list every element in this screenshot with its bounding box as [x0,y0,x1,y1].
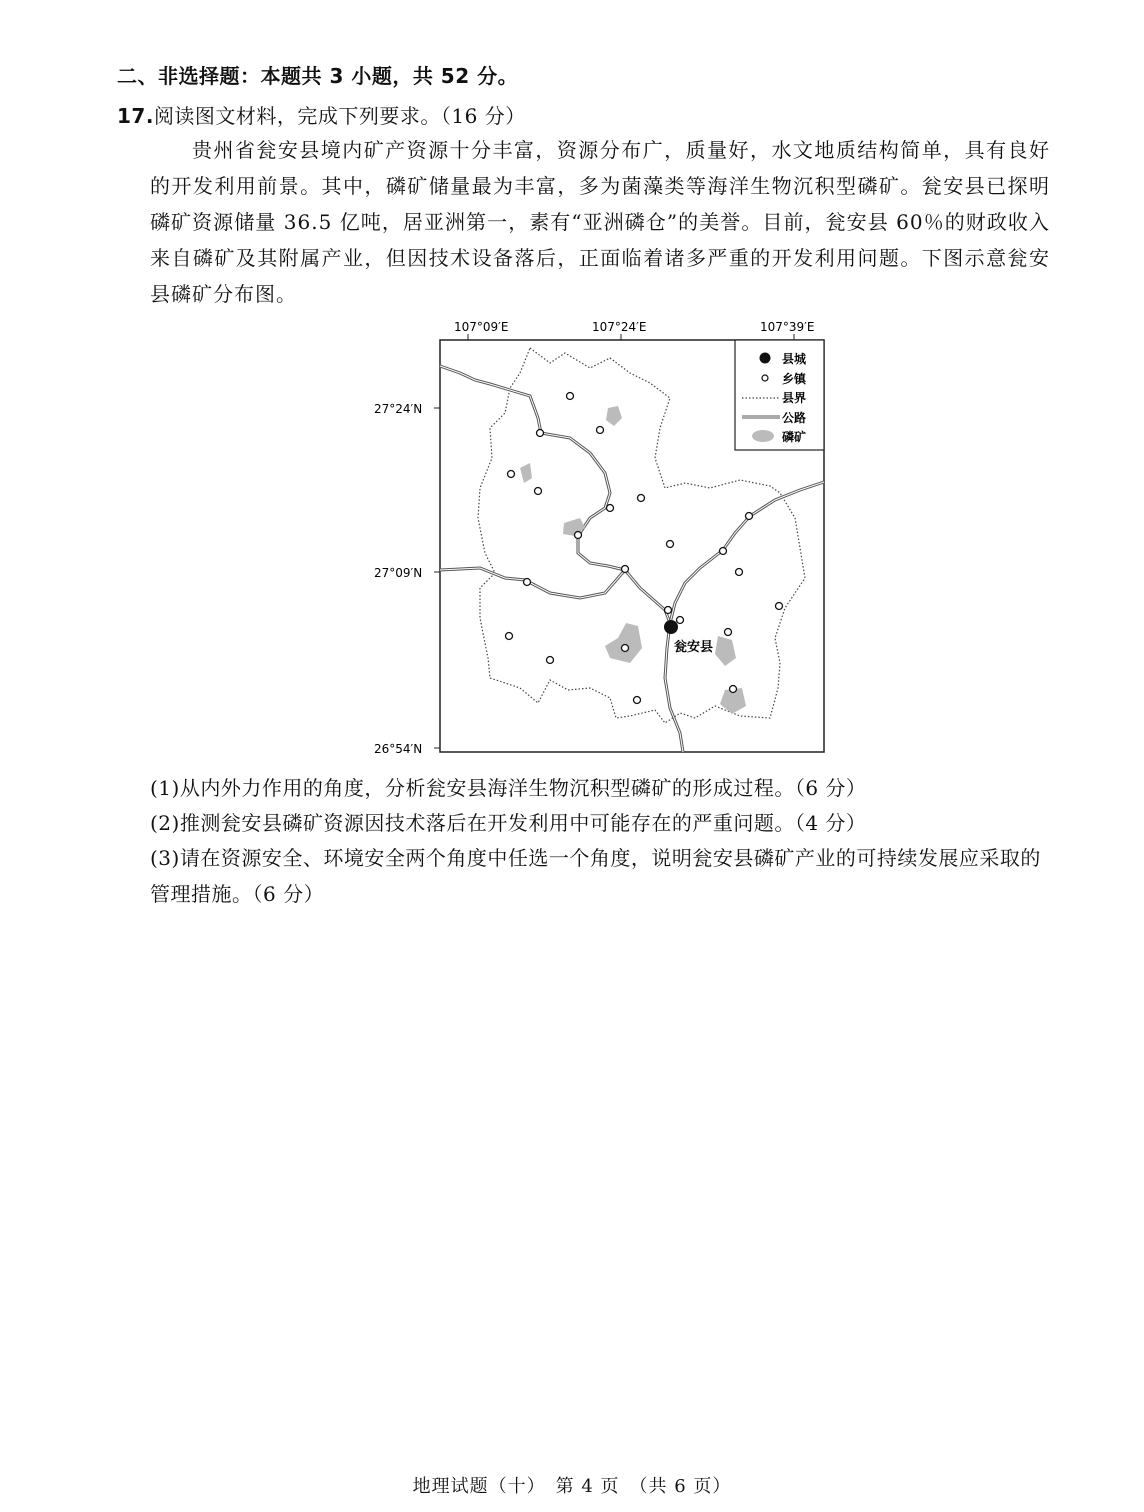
township-marker [677,617,684,624]
township-marker [730,686,737,693]
lon-label-1: 107°09′E [454,320,509,334]
lon-label-3: 107°39′E [760,320,815,334]
material-paragraph: 贵州省瓮安县境内矿产资源十分丰富，资源分布广，质量好，水文地质结构简单，具有良好的开发利用前景。其中，磷矿储量最为丰富，多为菌藻类等海洋生物沉积型磷矿。瓮安县已探明磷矿资源储量 36.5 亿吨，居亚洲第一，素有“亚洲磷仓”的美誉。目前，瓮安县 60％的财政收入来自磷矿及其附属产业，但因技术设备落后，正面临着诸多严重的开发利用问题。下图示意瓮安县磷矿分布图。 [150,138,1050,306]
page-footer: 地理试题（十） 第 4 页 （共 6 页） [412,1476,732,1497]
township-marker [638,495,645,502]
township-marker [597,427,604,434]
township-marker [665,607,672,614]
lat-label-2: 27°09′N [374,566,423,580]
township-marker [524,579,531,586]
township-marker [607,505,614,512]
lat-label-1: 27°24′N [374,402,423,416]
township-marker [575,532,582,539]
legend-township-symbol [762,375,768,381]
township-marker [622,566,629,573]
lon-label-2: 107°24′E [592,320,647,334]
question-number: 17. [117,104,154,128]
township-marker [746,513,753,520]
legend-county-seat-symbol [760,353,771,364]
township-marker [622,645,629,652]
township-marker [776,603,783,610]
county-seat-label: 瓮安县 [674,640,714,655]
legend-township-label: 乡镇 [782,372,807,386]
legend-box [735,340,824,450]
township-marker [508,471,515,478]
legend-road-label: 公路 [782,411,807,425]
legend-county-seat-label: 县城 [782,352,807,366]
question-title-text: 阅读图文材料，完成下列要求。（16 分） [153,104,526,128]
sub-question-3: (3)请在资源安全、环境安全两个角度中任选一个角度，说明瓮安县磷矿产业的可持续发展应采取的管理措施。（6 分） [150,846,1041,906]
township-marker [725,629,732,636]
legend-phosphate-symbol [752,430,774,442]
township-marker [667,541,674,548]
phosphate-distribution-map [374,318,840,758]
township-marker [537,430,544,437]
township-marker [720,548,727,555]
legend-phosphate-label: 磷矿 [782,430,807,444]
question-title [117,100,526,129]
map-legend [735,340,824,450]
township-marker [567,393,574,400]
legend-boundary-label: 县界 [782,391,807,405]
township-marker [547,657,554,664]
sub-question-1: (1)从内外力作用的角度，分析瓮安县海洋生物沉积型磷矿的形成过程。（6 分） [150,776,867,800]
section-heading: 二、非选择题：本题共 3 小题，共 52 分。 [117,64,519,88]
sub-question-2: (2)推测瓮安县磷矿资源因技术落后在开发利用中可能存在的严重问题。（4 分） [150,811,867,835]
lat-label-3: 26°54′N [374,742,423,756]
township-marker [506,633,513,640]
township-marker [535,488,542,495]
county-seat-marker [664,620,678,634]
township-marker [634,697,641,704]
township-marker [736,569,743,576]
